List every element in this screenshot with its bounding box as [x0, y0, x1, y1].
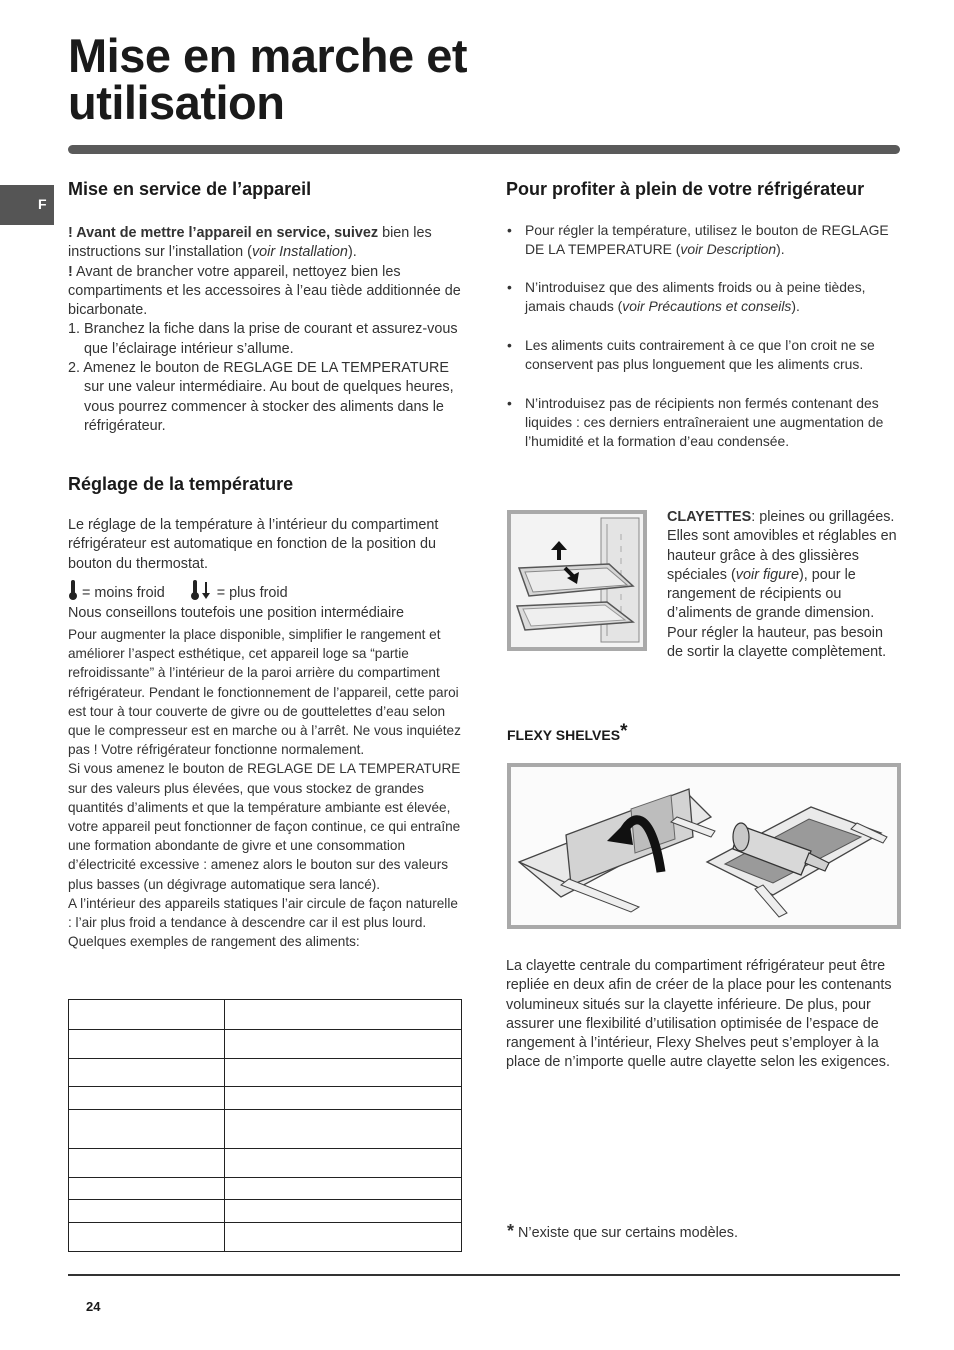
temperature-intro: [68, 516, 464, 574]
bullet-end: ).: [776, 241, 785, 258]
clayettes-label: CLAYETTES: [667, 509, 752, 525]
flexy-illustration: [511, 767, 897, 925]
warning-mark: !: [68, 225, 73, 241]
clayettes-paragraph-2: [667, 527, 899, 662]
table-row: [69, 1087, 462, 1110]
flexy-description: [506, 957, 902, 1073]
page-number: 24: [86, 1299, 101, 1314]
instruction-end: ).: [347, 244, 357, 261]
bullet-reference: voir Précautions et conseils: [622, 298, 792, 315]
bullet-reference: voir Description: [680, 241, 777, 258]
table-row: [69, 1148, 462, 1177]
clayettes-reference: voir figure: [735, 566, 799, 583]
instruction-text: bien les instructions sur l’installation (: [68, 225, 432, 261]
flexy-title: FLEXY SHELVES: [507, 727, 621, 743]
circulation-paragraph: A l’intérieur des appareils statiques l’air circule de façon naturelle : l’air plus froid a tendance à descendre car il est plus lourd. Quelques exemples de rangement des aliments:: [68, 895, 458, 950]
temperature-advice: [68, 604, 464, 623]
table-cell: [69, 1087, 225, 1110]
temperature-legend: [68, 580, 464, 606]
bold-instruction: Avant de mettre l’appareil en service, suivez: [72, 225, 379, 241]
bullet-text: N’introduisez que des aliments froids ou à peine tièdes, jamais chauds (: [525, 279, 866, 315]
table-row: [69, 1030, 462, 1059]
reference-installation: voir Installation: [251, 244, 348, 261]
language-tab-label: F: [38, 196, 47, 212]
bullet-text: N’introduisez pas de récipients non fermés contenant des liquides : ces derniers entraîneraient une augmentation de l’humidité et la formation d’eau condensée.: [525, 395, 884, 450]
paragraph-avant-service: [68, 224, 464, 263]
table-cell: [225, 1177, 462, 1199]
clayettes-paragraph-1: [667, 508, 899, 527]
thermometer-icon: [68, 580, 78, 606]
table-cell: [69, 1030, 225, 1059]
clayettes-description: [667, 508, 899, 662]
table-cell: [69, 1000, 225, 1030]
table-cell: [225, 1222, 462, 1251]
heading-mise-en-service: Mise en service de l’appareil: [68, 179, 312, 199]
table-cell: [225, 1000, 462, 1030]
flexy-description-text: La clayette centrale du compartiment réfrigérateur peut être repliée en deux afin de créer de la place pour les contenants volumineux situés sur la clayette inférieure. De plus, pour assurer une flexibilité d’utilisation optimisée de l’espace de rangement à l’intérieur, Flexy Shelves peut s’employer à la place de n’importe quelle autre clayette selon les exigences.: [506, 958, 892, 1071]
bullet-dot: •: [507, 222, 512, 238]
legend-more-cold: = plus froid: [212, 585, 288, 601]
table-row: [69, 1199, 462, 1222]
flexy-shelves-figure: [507, 763, 901, 929]
table-row: [69, 1222, 462, 1251]
paragraph-nettoyage: [68, 263, 464, 321]
section-mise-en-service: [68, 224, 464, 436]
bottom-divider: [68, 1274, 900, 1276]
footnote: [507, 1222, 903, 1243]
bullet-item: [507, 336, 900, 374]
legend-less-cold: = moins froid: [78, 585, 165, 601]
bullet-dot: •: [507, 279, 512, 295]
table-row: [69, 1000, 462, 1030]
shelf-illustration: [511, 514, 643, 647]
language-tab: [0, 185, 54, 225]
warning-mark: !: [68, 263, 73, 280]
bullet-dot: •: [507, 337, 512, 353]
table-cell: [225, 1110, 462, 1148]
paroi-paragraph: Pour augmenter la place disponible, simplifier le rangement et améliorer l’aspect esthétique, cet appareil loge sa “partie refroidissante” à l’intérieur de la paroi arrière du compartiment réfrigérateur. Pendant le fonctionnement de l’appareil, cette paroi est tour à tour couverte de givre ou de gouttelettes d’eau selon que le compresseur est en marche ou à l’arrêt. Ne vous inquiétez pas ! Votre réfrigérateur fonctionne normalement.: [68, 627, 461, 758]
bullet-dot: •: [507, 395, 512, 411]
top-divider: [68, 145, 900, 154]
table-cell: [69, 1199, 225, 1222]
bullet-item: [507, 278, 900, 316]
step-2: 2. Amenez le bouton de REGLAGE DE LA TEMPERATURE sur une valeur intermédiaire. Au bout de quelques heures, vous pourrez commencer à stocker des aliments dans le réfrigérateur.: [68, 360, 454, 434]
table-cell: [69, 1148, 225, 1177]
thermometer-down-icon: [191, 580, 213, 606]
bullet-item: [507, 394, 900, 452]
table-cell: [225, 1059, 462, 1087]
table-cell: [225, 1030, 462, 1059]
clayettes-figure: [507, 510, 647, 651]
temperature-details: [68, 625, 464, 951]
table-cell: [69, 1110, 225, 1148]
table-cell: [225, 1087, 462, 1110]
table-cell: [225, 1148, 462, 1177]
heading-profiter: Pour profiter à plein de votre réfrigérateur: [506, 179, 865, 199]
footnote-text: N’existe que sur certains modèles.: [514, 1225, 738, 1241]
advice-text: Nous conseillons toutefois une position intermédiaire: [68, 605, 404, 621]
reglage-paragraph: Si vous amenez le bouton de REGLAGE DE LA TEMPERATURE sur des valeurs plus élevées, que vous stockez de grandes quantités d’aliments et que la température ambiante est élevée, votre appareil peut fonctionner de façon continue, ce qui entraîne une formation abondante de givre et une consommation d’électricité excessive : amenez alors le bouton sur des valeurs plus basses (un dégivrage automatique sera lancé).: [68, 761, 461, 892]
bullet-text: Les aliments cuits contrairement à ce que l’on croit ne se conservent pas plus longuement que les aliments crus.: [525, 337, 875, 373]
page-title: Mise en marche et utilisation: [68, 29, 468, 129]
clayettes-type: : pleines ou grillagées.: [751, 509, 895, 525]
flexy-shelves-heading: [507, 721, 627, 743]
table-row: [69, 1177, 462, 1199]
bullet-item: [507, 221, 900, 259]
step-1: 1. Branchez la fiche dans la prise de courant et assurez-vous que l’éclairage intérieur s’allume.: [68, 321, 458, 357]
bullet-end: ).: [791, 298, 800, 315]
heading-reglage-temperature: Réglage de la température: [68, 474, 294, 494]
table-cell: [69, 1177, 225, 1199]
table-cell: [69, 1222, 225, 1251]
table-cell: [225, 1199, 462, 1222]
table-row: [69, 1110, 462, 1148]
clayettes-text: Elles sont amovibles et réglables en hauteur grâce à des glissières spéciales (: [667, 528, 897, 583]
flexy-asterisk: *: [620, 721, 628, 742]
temperature-intro-text: Le réglage de la température à l’intérieur du compartiment réfrigérateur est automatique en fonction de la position du bouton du thermostat.: [68, 517, 439, 572]
clayettes-text-end: ), pour le rangement de récipients ou d’aliments de grande dimension. Pour régler la hauteur, pas besoin de sortir la clayette complètement.: [667, 566, 887, 661]
bullet-text: Pour régler la température, utilisez le bouton de REGLAGE DE LA TEMPERATURE (: [525, 222, 889, 258]
footnote-asterisk: *: [507, 1221, 515, 1241]
table-cell: [69, 1059, 225, 1087]
storage-table: [68, 999, 462, 1252]
table-row: [69, 1059, 462, 1087]
cleaning-text: Avant de brancher votre appareil, nettoyez bien les compartiments et les accessoires à l’eau tiède additionnée de bicarbonate.: [68, 263, 461, 319]
